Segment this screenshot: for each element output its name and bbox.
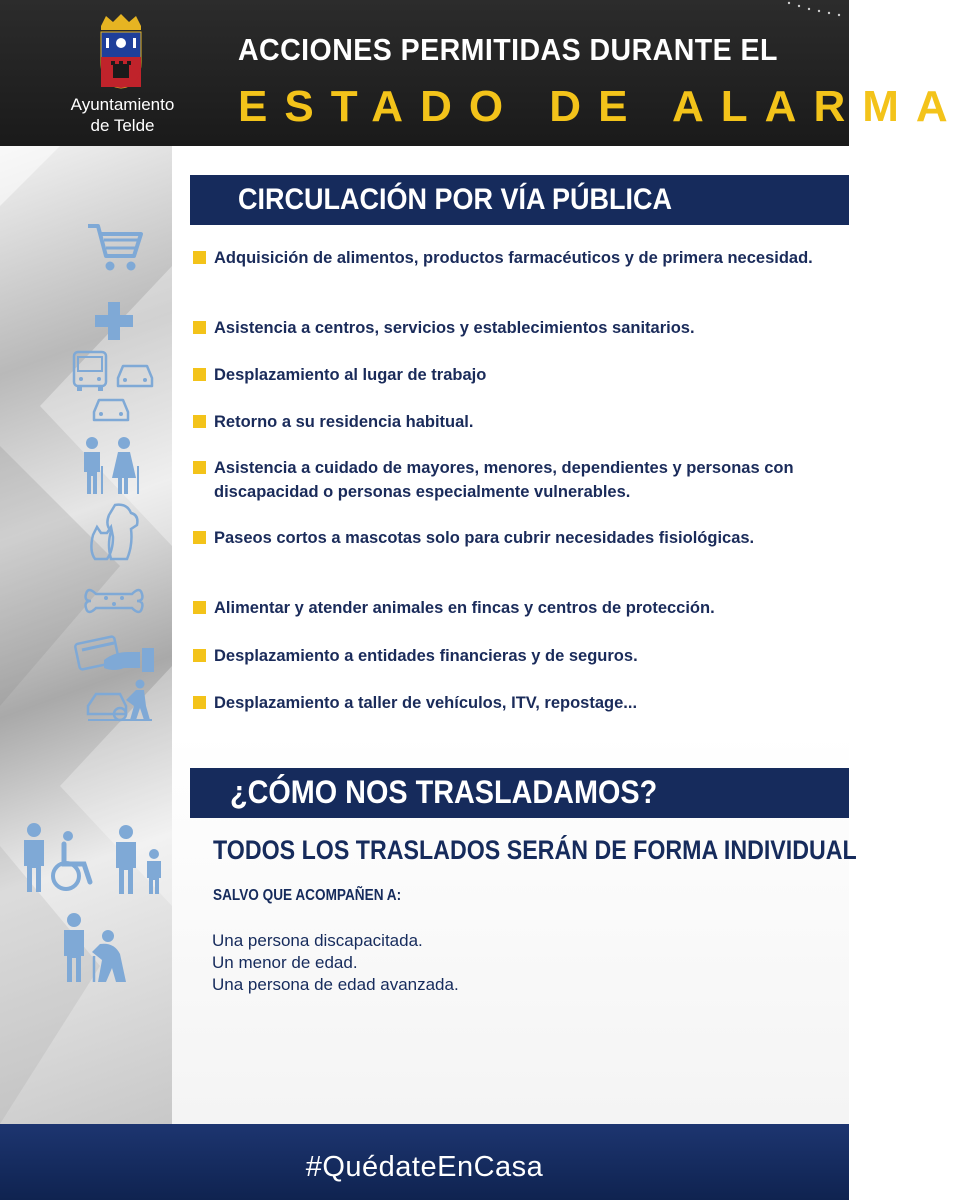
bullet-square — [193, 531, 206, 544]
bus-icon — [72, 350, 108, 392]
bone-icon — [84, 584, 144, 618]
section-title: ¿CÓMO NOS TRASLADAMOS? — [230, 774, 658, 810]
exception-label: SALVO QUE ACOMPAÑEN A: — [213, 887, 402, 904]
bullet-square — [193, 601, 206, 614]
bullet-square — [193, 368, 206, 381]
section-title: CIRCULACIÓN POR VÍA PÚBLICA — [238, 183, 673, 216]
header-dots-decoration — [769, 0, 849, 20]
elderly-helper-icon — [58, 912, 132, 984]
org-name-line1: Ayuntamiento — [70, 95, 175, 114]
bullet-square — [193, 251, 206, 264]
shopping-cart-icon — [86, 222, 144, 274]
page-title-line2: ESTADO DE ALARMA — [238, 82, 965, 131]
individual-travel-notice: TODOS LOS TRASLADOS SERÁN DE FORMA INDIVIDUAL — [213, 835, 857, 865]
header — [0, 0, 965, 146]
exception-item: Un menor de edad. — [212, 953, 358, 972]
list-item-text: Desplazamiento a taller de vehículos, ITV, repostage... — [214, 694, 638, 712]
car-icon — [90, 394, 132, 424]
credit-card-icon — [74, 634, 156, 678]
adult-child-icon — [110, 824, 166, 896]
list-item-text: Adquisición de alimentos, productos farmacéuticos y de primera necesidad. — [214, 249, 813, 267]
bullet-square — [193, 415, 206, 428]
footer — [0, 1124, 849, 1200]
elderly-couple-icon — [78, 436, 144, 496]
exception-item: Una persona de edad avanzada. — [212, 975, 459, 994]
pets-icon — [85, 501, 143, 563]
wheelchair-person-icon — [20, 822, 100, 894]
bullet-square — [193, 696, 206, 709]
list-item-text: Desplazamiento al lugar de trabajo — [214, 366, 487, 384]
bullet-square — [193, 649, 206, 662]
icon-sidebar — [0, 146, 172, 1124]
list-item-text: Paseos cortos a mascotas solo para cubrir necesidades fisiológicas. — [214, 529, 755, 547]
bullet-square — [193, 461, 206, 474]
list-item-text: Asistencia a cuidado de mayores, menores, dependientes y personas con discapacidad o personas especialmente vulnerables. — [214, 459, 794, 501]
list-item-text: Asistencia a centros, servicios y establecimientos sanitarios. — [214, 319, 695, 337]
list-item-text: Alimentar y atender animales en fincas y centros de protección. — [214, 599, 715, 617]
hashtag: #QuédateEnCasa — [305, 1151, 544, 1183]
car-mechanic-icon — [86, 678, 154, 722]
bullet-square — [193, 321, 206, 334]
section-header-circulacion — [190, 175, 849, 225]
organization-name — [55, 94, 190, 136]
crest-icon — [97, 12, 145, 90]
exception-item: Una persona discapacitada. — [212, 931, 423, 950]
car-icon — [114, 360, 156, 390]
org-name-line2: de Telde — [90, 116, 155, 135]
medical-cross-icon — [95, 302, 133, 340]
municipality-logo — [55, 12, 190, 137]
page-title-line1: ACCIONES PERMITIDAS DURANTE EL — [238, 32, 778, 67]
list-item-text: Retorno a su residencia habitual. — [214, 413, 474, 431]
section-header-traslados — [190, 768, 849, 818]
list-item-text: Desplazamiento a entidades financieras y de seguros. — [214, 647, 638, 665]
